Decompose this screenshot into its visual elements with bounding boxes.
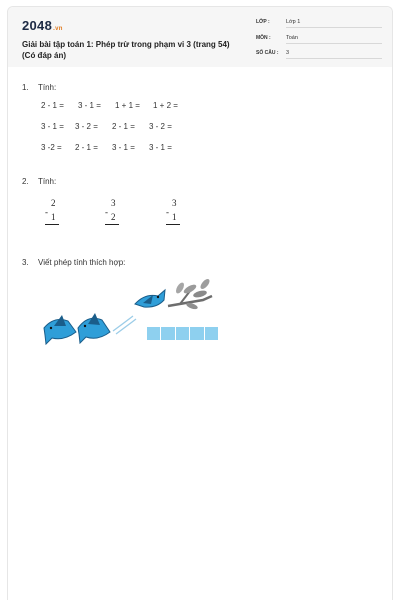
meta-count [256,49,382,61]
minuend: 3 [172,198,177,208]
question-3-text: Viết phép tính thích hợp: [38,258,126,267]
question-3-heading [22,258,125,267]
branch-icon [168,277,212,310]
question-1-text: Tính: [38,83,57,92]
q1-expr: 1 + 1 = [115,101,140,110]
minus-sign: - [166,207,169,217]
answer-box[interactable] [190,327,204,340]
meta-class [256,18,382,30]
result-line [166,224,180,225]
q1-expr: 3 - 2 = [75,122,98,131]
question-2-heading [22,177,56,186]
result-line [45,224,59,225]
minus-sign: - [45,207,48,217]
logo-suffix: .vn [53,26,63,32]
answer-box[interactable] [205,327,218,340]
q1-expr: 3 - 1 = [112,143,135,152]
q1-expr: 3 - 1 = [149,143,172,152]
subtrahend: 1 [51,212,56,222]
question-2-text: Tính: [38,177,57,186]
logo-text: 2048 [22,18,53,33]
question-1-heading [22,83,56,92]
answer-box[interactable] [147,327,161,340]
question-3-number: 3. [22,258,29,267]
q1-expr: 3 - 2 = [149,122,172,131]
q1-expr: 2 - 1 = [75,143,98,152]
minuend: 3 [111,198,116,208]
answer-box[interactable] [176,327,190,340]
meta-count-value: 3 [286,50,382,59]
answer-box[interactable] [161,327,175,340]
meta-class-label: LỚP : [256,19,270,25]
answer-boxes [147,327,218,340]
minuend: 2 [51,198,56,208]
meta-subject-value: Toán [286,35,382,44]
meta-class-value: Lớp 1 [286,19,382,28]
logo[interactable] [22,18,63,33]
bird-icon [44,315,76,344]
header [8,7,392,67]
q1-expr: 2 - 1 = [112,122,135,131]
page-title: Giải bài tập toán 1: Phép trừ trong phạm vi 3 (trang 54) (Có đáp án) [22,40,230,60]
q1-expr: 1 + 2 = [153,101,178,110]
subtrahend: 2 [111,212,116,222]
motion-lines [113,316,136,334]
subtrahend: 1 [172,212,177,222]
bird-icon [135,290,165,307]
result-line [105,224,119,225]
bird-icon [78,313,110,343]
q1-expr: 2 - 1 = [41,101,64,110]
meta-subject [256,34,382,46]
q1-expr: 3 - 1 = [78,101,101,110]
question-2-number: 2. [22,177,29,186]
q1-expr: 3 - 1 = [41,122,64,131]
question-1-number: 1. [22,83,29,92]
meta-subject-label: MÔN : [256,35,271,41]
minus-sign: - [105,207,108,217]
meta-count-label: SỐ CÂU : [256,50,279,56]
q1-expr: 3 -2 = [41,143,62,152]
